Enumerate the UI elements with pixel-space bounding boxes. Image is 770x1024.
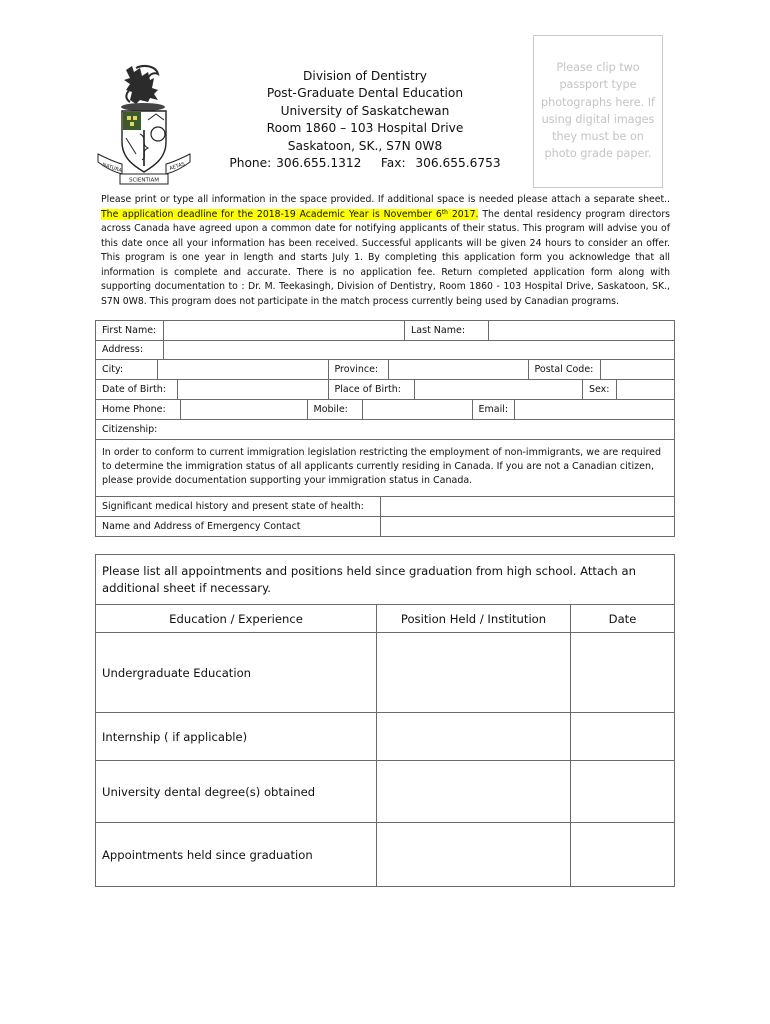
column-header-date: Date	[571, 605, 675, 633]
division-name: Division of Dentistry	[303, 69, 427, 83]
experience-prompt-row	[96, 555, 675, 605]
program-name: Post-Graduate Dental Education	[266, 86, 464, 101]
place-of-birth-label: Place of Birth:	[328, 380, 414, 399]
place-of-birth-field[interactable]	[414, 380, 582, 399]
medical-history-label: Significant medical history and present state of health:	[102, 501, 364, 513]
citizenship-label[interactable]: Citizenship:	[96, 420, 675, 440]
mobile-field[interactable]	[362, 400, 472, 419]
form-row-emergency	[96, 517, 675, 537]
sex-label: Sex:	[582, 380, 616, 399]
position-field-undergraduate[interactable]	[377, 633, 571, 713]
form-row-citizenship	[96, 420, 675, 440]
date-of-birth-field[interactable]	[177, 380, 328, 399]
position-field-internship[interactable]	[377, 713, 571, 761]
city-label: City:	[102, 364, 124, 376]
city-field[interactable]	[157, 360, 328, 379]
row-label-dental-degree: University dental degree(s) obtained	[96, 761, 377, 823]
university-name: University of Saskatchewan	[280, 103, 450, 118]
postal-code-field[interactable]	[600, 360, 674, 379]
province-label: Province:	[328, 360, 388, 379]
home-phone-field[interactable]	[180, 400, 307, 419]
position-field-appointments[interactable]	[377, 823, 571, 887]
immigration-notice: In order to conform to current immigration legislation restricting the employment of non-immigrants, we are required to determine the immigration status of all applicants currently residing in Canada. If you are not a Canadian citizen, please provide documentation supporting your immigration status in Canada.	[96, 439, 675, 497]
deadline-year: 2017.	[447, 208, 479, 220]
experience-row	[96, 761, 675, 823]
form-row-name	[96, 321, 675, 341]
instructions-sentence: Please print or type all information in the space provided. If additional space is needed please attach a separate sheet..	[101, 194, 670, 205]
form-row-address	[96, 340, 675, 360]
experience-row	[96, 633, 675, 713]
experience-row	[96, 823, 675, 887]
emergency-contact-label: Name and Address of Emergency Contact	[102, 521, 301, 533]
date-field-undergraduate[interactable]	[571, 633, 675, 713]
deadline-text: The application deadline for the 2018-19 Academic Year is November 6	[101, 208, 442, 220]
emergency-contact-field[interactable]	[380, 517, 674, 536]
phone-fax: Phone: 306.655.1312 Fax: 306.655.6753	[229, 156, 501, 171]
address-label: Address:	[96, 340, 164, 360]
form-row-immigration	[96, 439, 675, 497]
province-field[interactable]	[388, 360, 528, 379]
row-label-appointments: Appointments held since graduation	[96, 823, 377, 887]
form-row-medical	[96, 497, 675, 517]
photo-placeholder-box[interactable]	[533, 35, 663, 188]
medical-history-field[interactable]	[380, 497, 674, 516]
postal-code-label: Postal Code:	[528, 360, 600, 379]
department-header	[210, 68, 520, 172]
column-header-education: Education / Experience	[96, 605, 377, 633]
form-row-birth	[96, 380, 675, 400]
mobile-label: Mobile:	[307, 400, 362, 419]
crest-motto-bottom: SCIENTIAM	[128, 177, 160, 184]
first-name-label: First Name:	[96, 321, 164, 341]
form-row-phone	[96, 400, 675, 420]
date-field-dental-degree[interactable]	[571, 761, 675, 823]
position-field-dental-degree[interactable]	[377, 761, 571, 823]
room-address: Room 1860 – 103 Hospital Drive	[266, 121, 464, 136]
university-crest-logo	[96, 62, 196, 188]
row-label-undergraduate: Undergraduate Education	[96, 633, 377, 713]
instructions-body: The dental residency program directors across Canada have agreed upon a common date for notifying applicants of their status. This program will advise you of this date once all your information has been received. Successful applicants will be given 24 hours to consider an offer. This program is one year in length and starts July 1. By completing this application form you acknowledge that all information is complete and accurate. There is no application fee. Return completed application form along with supporting documentation to : Dr. M. Teekasingh, Division of Dentistry, Room 1860 - 103 Hospital Drive, Saskatoon, SK., S7N 0W8. This program does not participate in the match process currently being used by Canadian programs.	[101, 208, 671, 307]
email-label: Email:	[472, 400, 515, 419]
last-name-label: Last Name:	[405, 321, 489, 341]
column-header-position: Position Held / Institution	[377, 605, 571, 633]
first-name-field[interactable]	[164, 321, 405, 341]
crest-motto-left: NATURA	[101, 162, 123, 175]
last-name-field[interactable]	[489, 321, 675, 341]
deadline-highlight	[101, 209, 478, 220]
photo-instructions: Please clip two passport type photographs here. If using digital images they must be on photo grade paper.	[541, 61, 655, 161]
home-phone-label: Home Phone:	[102, 404, 166, 416]
experience-header-row	[96, 605, 675, 633]
experience-row	[96, 713, 675, 761]
email-field[interactable]	[515, 400, 674, 419]
date-of-birth-label: Date of Birth:	[102, 384, 166, 396]
date-field-internship[interactable]	[571, 713, 675, 761]
date-field-appointments[interactable]	[571, 823, 675, 887]
deadline-superscript: th	[441, 208, 448, 216]
experience-prompt: Please list all appointments and positions held since graduation from high school. Attach an additional sheet if necessary.	[96, 555, 675, 605]
crest-motto-right: AETAS	[168, 161, 186, 172]
form-row-city	[96, 360, 675, 380]
personal-info-form	[95, 320, 675, 537]
city-postal: Saskatoon, SK., S7N 0W8	[287, 138, 443, 153]
address-field[interactable]	[164, 340, 675, 360]
row-label-internship: Internship ( if applicable)	[96, 713, 377, 761]
instructions-paragraph	[101, 193, 670, 309]
experience-table	[95, 554, 675, 887]
sex-field[interactable]	[616, 380, 674, 399]
